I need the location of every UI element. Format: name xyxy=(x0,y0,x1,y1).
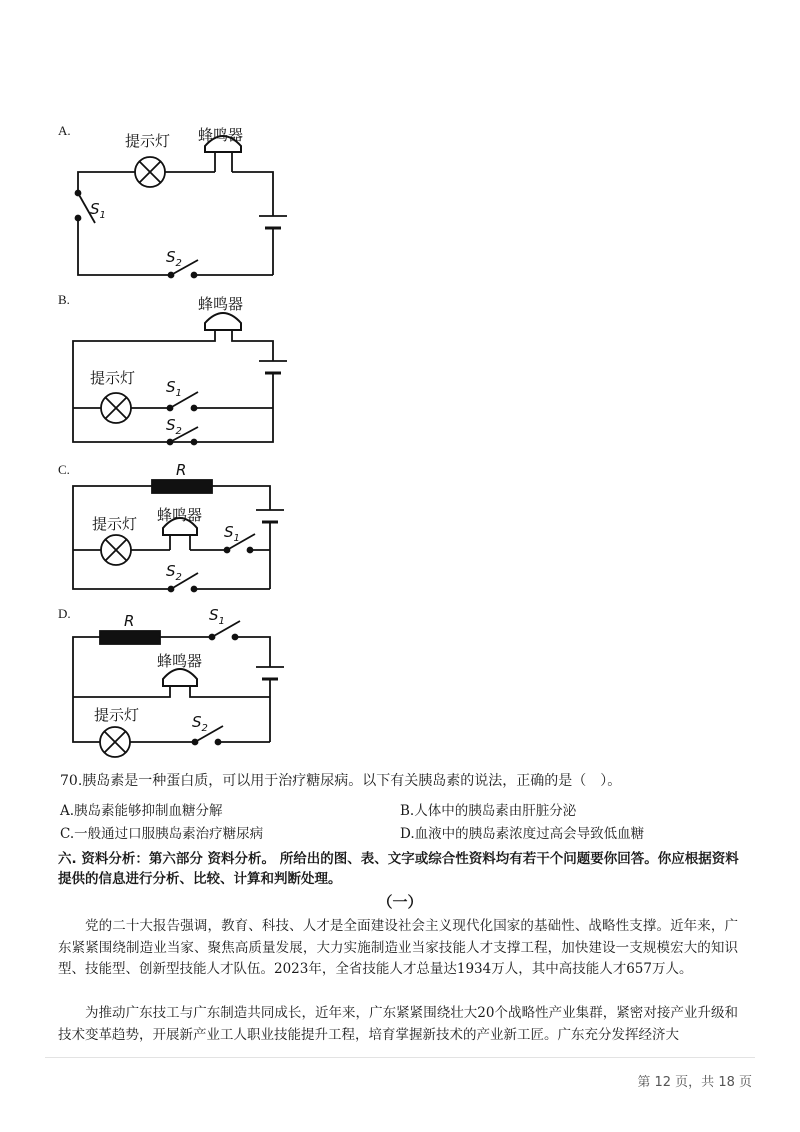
lamp-label: 提示灯 xyxy=(94,706,140,724)
s1-label: $S_1$ xyxy=(90,200,106,221)
choice-b: B.人体中的胰岛素由肝脏分泌 xyxy=(400,803,577,819)
resistor-icon xyxy=(100,631,160,644)
buzzer-label: 蜂鸣器 xyxy=(198,295,244,313)
s2-label: $S_2$ xyxy=(166,248,182,269)
section-6-instructions: 六. 资料分析：第六部分 资料分析。 所给出的图、表、文字或综合性资料均有若干个问题要你回答。你应根据资料提供的信息进行分析、比较、计算和判断处理。 xyxy=(58,851,739,887)
option-b-label: B. xyxy=(58,292,70,307)
paragraph-1: 党的二十大报告强调，教育、科技、人才是全面建设社会主义现代化国家的基础性、战略性支撑。近年来，广东紧紧围绕制造业当家、聚焦高质量发展，大力实施制造业当家技能人才支撑工程，加快建设一支规模宏大的知识型、技能型、创新型技能人才队伍。2023年，全省技能人才总量达1934万人，其中高技能人才657万人。 xyxy=(58,918,738,977)
buzzer-icon xyxy=(205,313,241,330)
resistor-icon xyxy=(152,480,212,493)
s1-label: $S_1$ xyxy=(166,378,182,399)
question-70-stem: 70.胰岛素是一种蛋白质，可以用于治疗糖尿病。以下有关胰岛素的说法，正确的是（ ）。 xyxy=(60,773,622,789)
lamp-icon xyxy=(100,727,130,757)
lamp-label: 提示灯 xyxy=(92,515,138,533)
circuit-d xyxy=(73,621,284,757)
option-d-label: D. xyxy=(58,606,71,621)
resistor-label: R xyxy=(124,612,135,630)
buzzer-label: 蜂鸣器 xyxy=(157,652,203,670)
s2-label: $S_2$ xyxy=(166,562,182,583)
buzzer-label: 蜂鸣器 xyxy=(198,126,244,144)
paragraph-2: 为推动广东技工与广东制造共同成长，近年来，广东紧紧围绕壮大20个战略性产业集群，紧密对接产业升级和技术变革趋势，开展新产业工人职业技能提升工程，培育掌握新技术的产业新工匠。广东充分发挥经济大 xyxy=(58,1005,738,1043)
resistor-label: R xyxy=(176,461,187,479)
buzzer-icon xyxy=(163,669,197,686)
choice-c: C.一般通过口服胰岛素治疗糖尿病 xyxy=(60,826,264,842)
lamp-icon xyxy=(135,157,165,187)
option-c-label: C. xyxy=(58,462,70,477)
lamp-label: 提示灯 xyxy=(125,132,171,150)
subsection-title: （一） xyxy=(377,893,423,911)
lamp-icon xyxy=(101,535,131,565)
s1-label: $S_1$ xyxy=(224,523,240,544)
buzzer-label: 蜂鸣器 xyxy=(157,506,203,524)
lamp-icon xyxy=(101,393,131,423)
s2-label: $S_2$ xyxy=(192,713,208,734)
choice-d: D.血液中的胰岛素浓度过高会导致低血糖 xyxy=(400,826,645,842)
s1-label: $S_1$ xyxy=(209,606,225,627)
option-a-label: A. xyxy=(58,123,71,138)
footer-divider xyxy=(45,1057,755,1058)
lamp-label: 提示灯 xyxy=(90,369,136,387)
s2-label: $S_2$ xyxy=(166,416,182,437)
choice-a: A.胰岛素能够抑制血糖分解 xyxy=(60,803,223,819)
circuit-a xyxy=(76,136,288,278)
page-number: 第 12 页，共 18 页 xyxy=(637,1075,752,1090)
